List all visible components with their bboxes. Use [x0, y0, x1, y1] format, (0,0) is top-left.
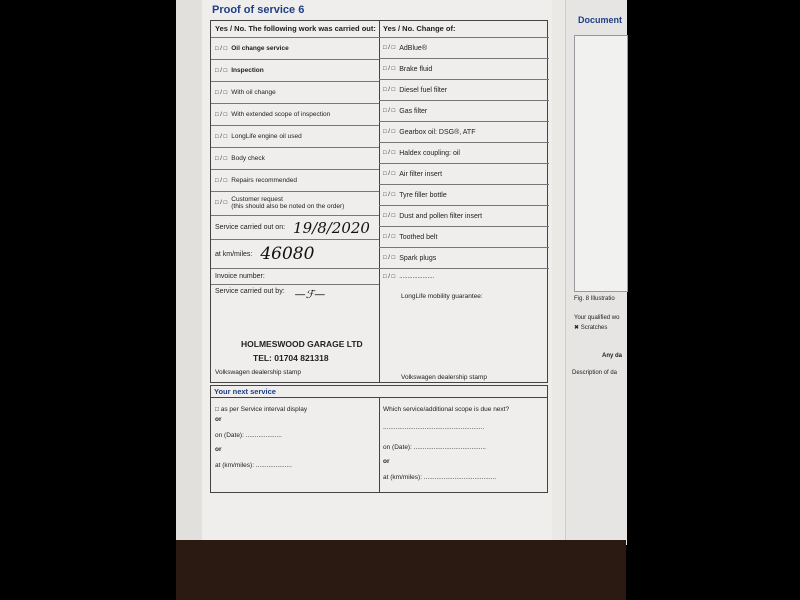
- checkbox-pair[interactable]: □ / □: [215, 89, 228, 96]
- work-item-row: [211, 169, 379, 191]
- stamp-line2: TEL: 01704 821318: [253, 353, 329, 363]
- next-right-0: on (Date): ........................................: [383, 444, 486, 451]
- change-item-row: [379, 121, 549, 142]
- right-page-title: Document: [578, 15, 623, 25]
- signature: —ℱ—: [294, 288, 326, 301]
- work-item-label: With extended scope of inspection: [231, 111, 331, 118]
- change-item-label: Air filter insert: [399, 170, 443, 178]
- work-item-label: Body check: [231, 155, 265, 162]
- change-item-label: Dust and pollen filter insert: [399, 212, 483, 220]
- checkbox-pair[interactable]: □ / □: [215, 111, 228, 118]
- right-page-line2: ✖ Scratches: [574, 325, 608, 331]
- work-item-row: [211, 147, 379, 169]
- next-left-0[interactable]: □ as per Service interval display: [215, 406, 308, 413]
- work-item-row: [211, 125, 379, 147]
- change-item-row: [379, 163, 549, 184]
- change-item-row: [379, 184, 549, 205]
- next-left-2: on (Date): ....................: [215, 432, 282, 439]
- checkbox-pair[interactable]: □ / □: [383, 213, 396, 219]
- car-illustration: [574, 35, 628, 292]
- checkbox-pair[interactable]: □ / □: [383, 192, 396, 198]
- invoice-label: Invoice number:: [215, 273, 265, 280]
- work-item-label: LongLife engine oil used: [231, 133, 302, 140]
- dotted-line: .....................: [399, 273, 435, 280]
- service-form-page: [202, 0, 552, 555]
- change-item-row: [379, 37, 549, 58]
- checkbox-pair[interactable]: □ / □: [215, 67, 228, 74]
- dealer-stamp-left: Volkswagen dealership stamp: [215, 369, 301, 376]
- change-item-row: [379, 247, 549, 268]
- next-divider: [379, 398, 380, 493]
- work-item-row: [211, 103, 379, 125]
- next-left-4: at (km/miles): ....................: [215, 462, 292, 469]
- change-item-row: [379, 205, 549, 226]
- checkbox-pair[interactable]: □ / □: [383, 150, 396, 156]
- left-header: Yes / No. The following work was carried out:: [215, 24, 376, 33]
- service-date-value: 19/8/2020: [293, 218, 370, 237]
- checkbox-pair[interactable]: □ / □: [383, 108, 396, 114]
- checkbox-pair[interactable]: □ / □: [383, 129, 396, 135]
- service-table: [210, 20, 548, 383]
- mileage-row: [211, 239, 379, 268]
- next-right-1: or: [383, 458, 390, 465]
- work-item-label: With oil change: [231, 89, 276, 96]
- checkbox-pair[interactable]: □ / □: [215, 199, 228, 206]
- work-item-label: Repairs recommended: [231, 177, 298, 184]
- right-empty-row: [379, 268, 549, 284]
- service-by-label: Service carried out by:: [215, 288, 285, 295]
- checkbox-pair[interactable]: □ / □: [383, 45, 396, 51]
- stamp-line1: HOLMESWOOD GARAGE LTD: [241, 339, 363, 349]
- checkbox-pair[interactable]: □ / □: [383, 255, 396, 261]
- right-page: [565, 0, 627, 545]
- next-service-box: [210, 385, 548, 493]
- change-item-label: Spark plugs: [399, 254, 437, 262]
- work-item-row: [211, 191, 379, 213]
- right-table-subheader: Description of da: [572, 370, 618, 376]
- work-item-row: [211, 59, 379, 81]
- change-item-label: Haldex coupling: oil: [399, 149, 460, 157]
- change-item-label: AdBlue®: [399, 44, 427, 52]
- book-gutter: [176, 0, 203, 560]
- next-right-dotline: ........................................................: [383, 424, 485, 431]
- next-left-3: or: [215, 446, 222, 453]
- checkbox-pair[interactable]: □ / □: [215, 133, 228, 140]
- right-table-header: Any da: [602, 353, 623, 359]
- table-surface: [176, 540, 626, 600]
- checkbox-pair[interactable]: □ / □: [383, 66, 396, 72]
- next-left-1: or: [215, 416, 222, 423]
- invoice-row: [211, 268, 379, 284]
- change-item-row: [379, 79, 549, 100]
- service-date-label: Service carried out on:: [215, 224, 286, 231]
- work-item-row: [211, 81, 379, 103]
- checkbox-pair[interactable]: □ / □: [383, 234, 396, 240]
- right-header: Yes / No. Change of:: [383, 24, 456, 33]
- change-item-label: Diesel fuel filter: [399, 86, 448, 94]
- checkbox-pair[interactable]: □ / □: [383, 273, 396, 280]
- longlife-label: LongLife mobility guarantee:: [401, 293, 483, 300]
- checkbox-pair[interactable]: □ / □: [215, 177, 228, 184]
- change-item-row: [379, 142, 549, 163]
- dealer-stamp-right: Volkswagen dealership stamp: [401, 374, 487, 381]
- change-item-label: Tyre filler bottle: [399, 191, 447, 199]
- change-item-label: Brake fluid: [399, 65, 433, 73]
- next-right-question: Which service/additional scope is due next?: [383, 406, 510, 413]
- checkbox-pair[interactable]: □ / □: [383, 87, 396, 93]
- checkbox-pair[interactable]: □ / □: [215, 155, 228, 162]
- section-title: Proof of service 6: [212, 4, 305, 16]
- mileage-label: at km/miles:: [215, 250, 253, 258]
- work-item-label: Oil change service: [231, 45, 289, 52]
- fig-caption: Fig. 8 Illustratio: [574, 296, 615, 302]
- work-item-row: [211, 37, 379, 59]
- change-item-row: [379, 58, 549, 79]
- work-item-label: Inspection: [231, 67, 264, 74]
- service-by-row: [211, 284, 379, 382]
- next-service-title: Your next service: [211, 386, 547, 398]
- checkbox-pair[interactable]: □ / □: [383, 171, 396, 177]
- garage-stamp: [241, 339, 363, 363]
- work-item-label: Customer request (this should also be noted on the order): [231, 195, 345, 210]
- change-item-row: [379, 100, 549, 121]
- checkbox-pair[interactable]: □ / □: [215, 45, 228, 52]
- right-page-line1: Your qualified wo: [574, 315, 620, 321]
- service-date-row: [211, 215, 379, 239]
- change-item-label: Gearbox oil: DSG®, ATF: [399, 128, 476, 136]
- change-item-label: Toothed belt: [399, 233, 438, 241]
- next-right-2: at (km/miles): ........................................: [383, 474, 497, 481]
- change-item-label: Gas filter: [399, 107, 428, 115]
- change-item-row: [379, 226, 549, 247]
- mileage-value: 46080: [260, 244, 315, 264]
